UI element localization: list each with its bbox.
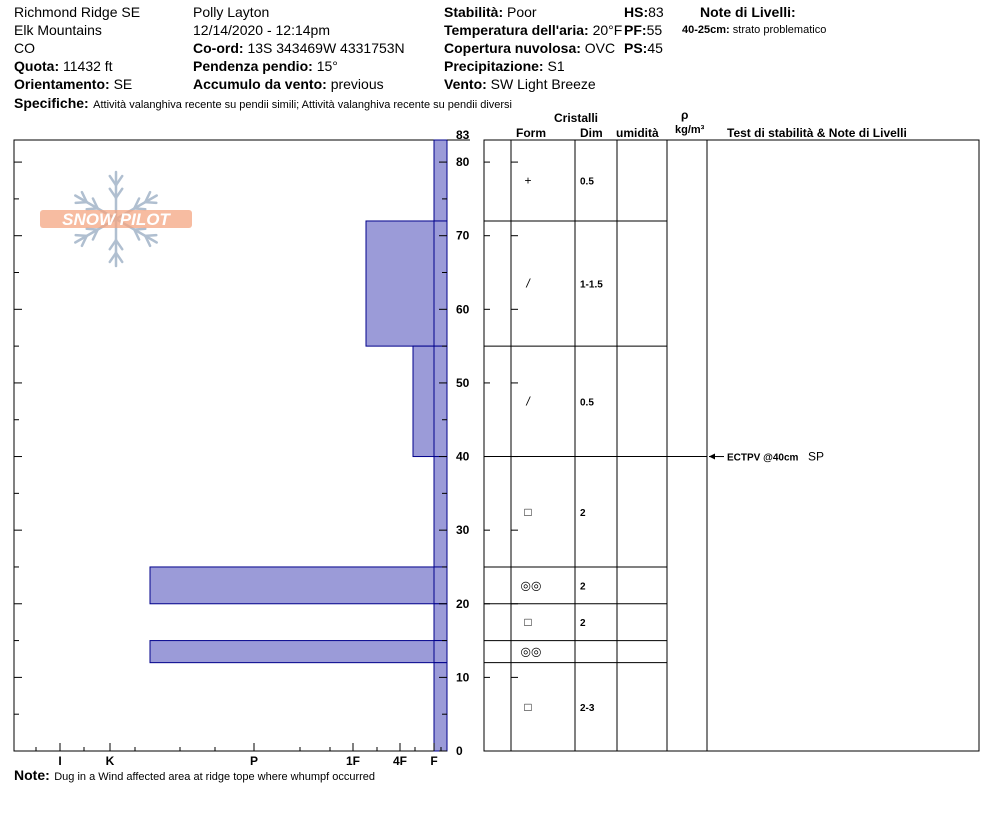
crystal-size: 2 <box>580 618 586 630</box>
hardness-bar <box>434 604 447 641</box>
wind-label: Vento: <box>444 76 487 92</box>
logo-text: SNOW PILOT <box>62 210 170 229</box>
snowflake-branch <box>76 202 87 203</box>
depth-label: 40 <box>456 449 470 464</box>
layer-notes-title: Note di Livelli: <box>700 4 796 20</box>
snowflake-branch <box>145 202 156 203</box>
stability-arrow-icon <box>709 454 715 460</box>
crystal-form-symbol: / <box>526 394 530 409</box>
hardness-label: K <box>105 754 115 768</box>
location-name: Richmond Ridge SE <box>14 4 141 20</box>
crystal-form-symbol: / <box>526 276 530 291</box>
pf-value: 55 <box>646 22 663 38</box>
layer-note-depth: 40-25cm: <box>682 24 730 36</box>
coordinates-label: Co-ord: <box>193 40 244 56</box>
precip-label: Precipitazione: <box>444 58 544 74</box>
crystal-size: 0.5 <box>580 397 594 409</box>
crystal-size: 2 <box>580 507 586 519</box>
rho-header: ρ <box>681 108 689 122</box>
note-label: Note: <box>14 767 50 783</box>
slope-value: 15° <box>316 58 338 74</box>
ps-label: PS: <box>624 40 648 56</box>
aspect-value: SE <box>113 76 133 92</box>
pit-note <box>14 767 375 785</box>
crystal-size: 2-3 <box>580 702 595 714</box>
pf-label: PF: <box>624 22 647 38</box>
snowflake-branch <box>145 235 156 236</box>
stability-shear-label: SP <box>808 449 825 464</box>
elevation-value: 11432 ft <box>63 58 113 74</box>
note-text: Dug in a Wind affected area at ridge tope where whumpf occurred <box>54 771 376 783</box>
coordinates-value: 13S 343469W 4331753N <box>247 40 405 56</box>
hs-label: 83 <box>456 128 470 142</box>
sky-label: Copertura nuvolosa: <box>444 40 581 56</box>
size-header: Dim <box>580 126 603 140</box>
stability-panel <box>667 450 824 464</box>
hardness-label: I <box>58 754 62 768</box>
depth-label: 30 <box>456 523 470 538</box>
crystal-form-symbol: ◎◎ <box>520 644 542 659</box>
mountain-range: Elk Mountains <box>14 22 102 38</box>
air-temp-value: 20°F <box>592 22 623 38</box>
observation-datetime: 12/14/2020 - 12:14pm <box>193 22 330 38</box>
hardness-bar <box>413 346 447 456</box>
hardness-label: P <box>249 754 259 768</box>
hs-value: 83 <box>648 4 664 20</box>
crystal-size: 1-1.5 <box>580 279 603 291</box>
depth-label: 20 <box>456 596 470 611</box>
wind-value: SW Light Breeze <box>490 76 596 92</box>
specifics-label: Specifiche: <box>14 95 89 111</box>
layer-note-text: strato problematico <box>732 24 827 36</box>
hardness-label: F <box>430 754 438 768</box>
form-header: Form <box>516 126 546 140</box>
crystal-form-symbol: + <box>524 173 532 188</box>
stability-notes-header: Test di stabilità & Note di Livelli <box>727 126 907 140</box>
stability-test-label: ECTPV @40cm <box>727 452 799 464</box>
hs-label: HS: <box>624 4 649 20</box>
depth-label: 60 <box>456 302 470 317</box>
hardness-label: 1F <box>345 754 361 768</box>
hardness-bar <box>434 457 447 567</box>
specifics-value: Attività valanghiva recente su pendii simili; Attività valanghiva recente su pendii diversi <box>93 99 512 111</box>
precip-value: S1 <box>547 58 565 74</box>
crystal-table <box>484 140 979 751</box>
aspect-label: Orientamento: <box>14 76 110 92</box>
crystal-form-symbol: □ <box>524 615 532 630</box>
moisture-header: umidità <box>616 126 659 140</box>
hardness-bar <box>150 641 447 663</box>
stability-value: Poor <box>507 4 537 20</box>
depth-label: 50 <box>456 375 470 390</box>
ps-value: 45 <box>647 40 663 56</box>
crystals-header: Cristalli <box>554 111 599 125</box>
crystal-form-symbol: □ <box>524 699 532 714</box>
depth-label: 80 <box>456 155 470 170</box>
elevation-label: Quota: <box>14 58 60 74</box>
slope-label: Pendenza pendio: <box>193 58 313 74</box>
wind-loading-value: previous <box>330 76 384 92</box>
wind-loading-label: Accumulo da vento: <box>193 76 327 92</box>
air-temp-label: Temperatura dell'aria: <box>444 22 589 38</box>
hardness-bar <box>150 567 447 604</box>
hardness-bar <box>434 663 447 751</box>
crystal-form-symbol: ◎◎ <box>520 578 542 593</box>
depth-label: 70 <box>456 228 470 243</box>
snowflake-branch <box>76 235 87 236</box>
crystal-form-symbol: □ <box>524 504 532 519</box>
crystal-size: 0.5 <box>580 176 594 188</box>
crystal-size: 2 <box>580 581 586 593</box>
observer-name: Polly Layton <box>193 4 270 20</box>
table-frame <box>484 140 979 751</box>
hardness-bar <box>434 140 447 221</box>
density-unit-header: kg/m³ <box>675 124 705 136</box>
stability-label: Stabilità: <box>444 4 504 20</box>
hardness-label: 4F <box>392 754 408 768</box>
state: CO <box>14 40 35 56</box>
depth-label: 0 <box>456 744 463 758</box>
depth-label: 10 <box>456 670 470 685</box>
snowpilot-logo <box>40 172 192 266</box>
hardness-bar <box>366 221 447 346</box>
sky-value: OVC <box>584 40 616 56</box>
